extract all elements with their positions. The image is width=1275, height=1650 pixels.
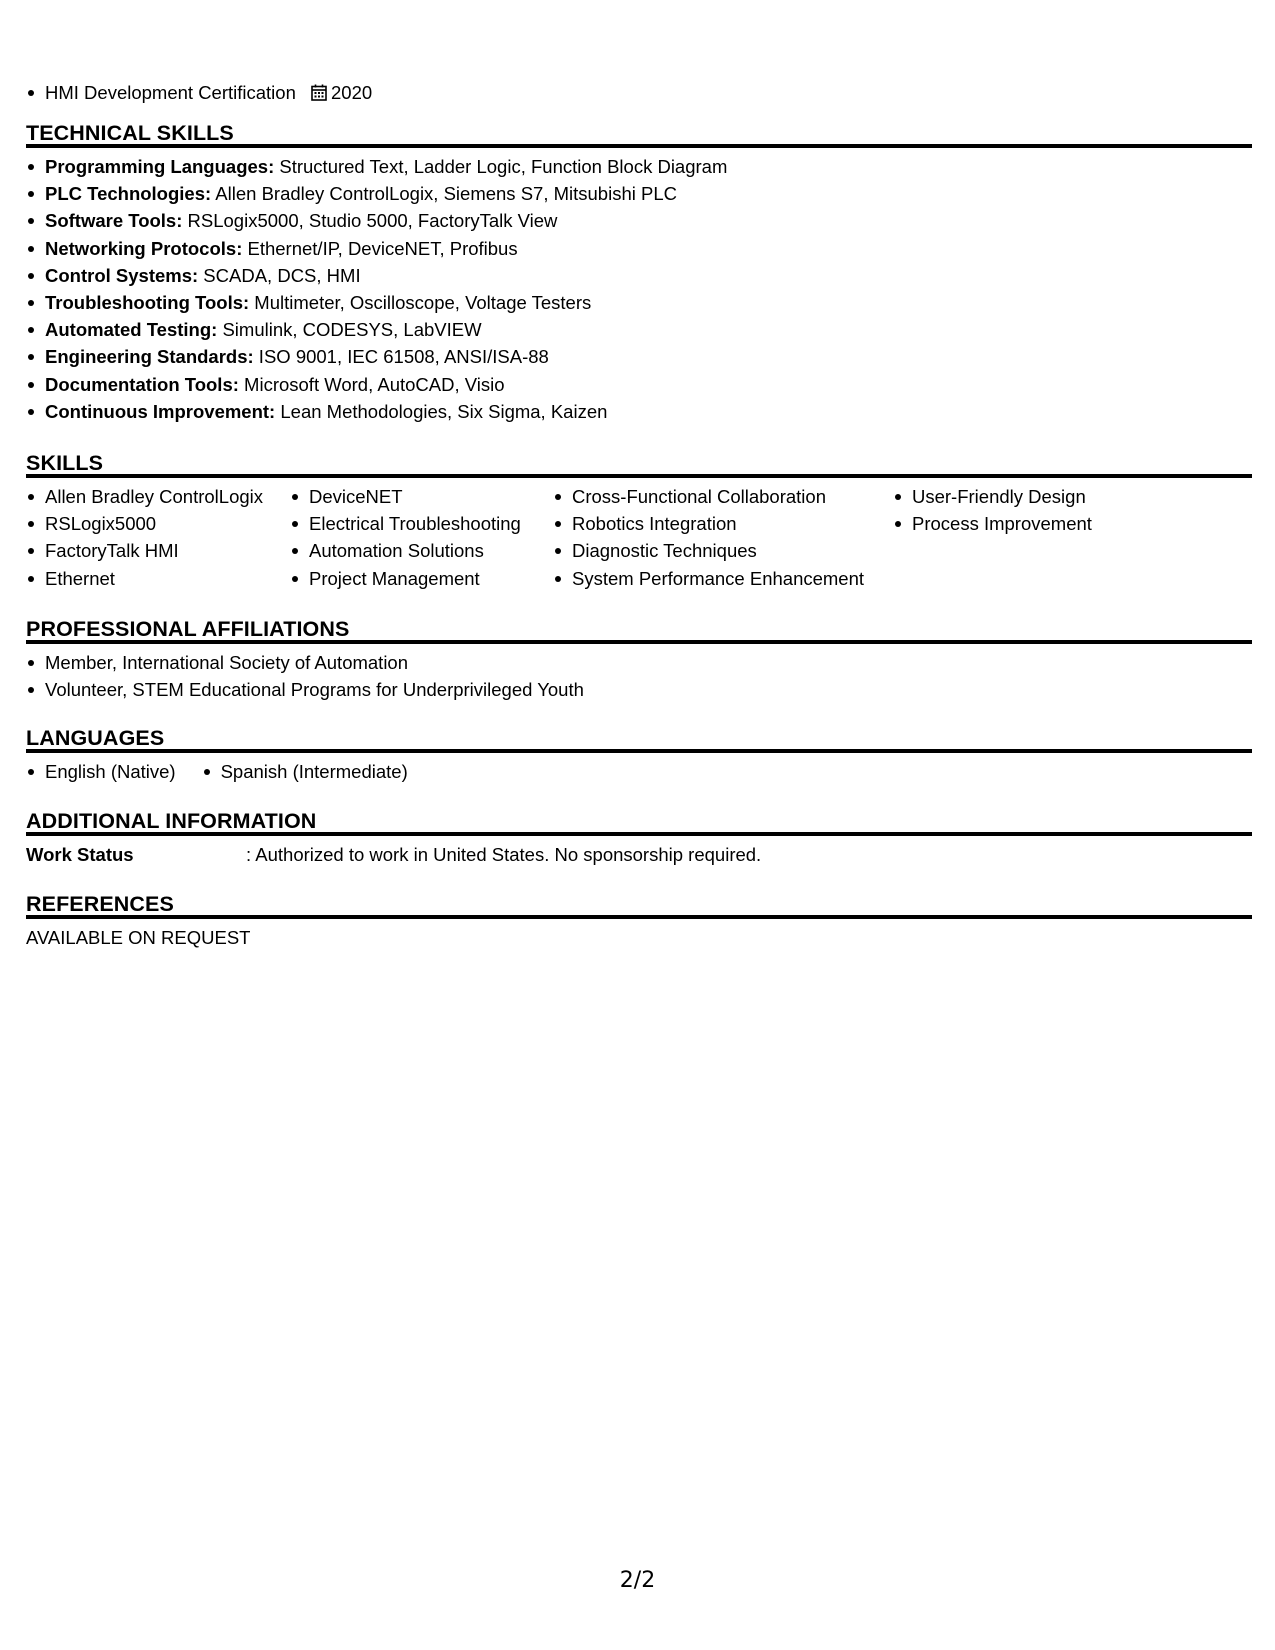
skill-category-label: Troubleshooting Tools: <box>45 291 250 313</box>
skill-category-label: Documentation Tools: <box>45 373 239 395</box>
list-item: Volunteer, STEM Educational Programs for Underprivileged Youth <box>26 676 1252 703</box>
list-item <box>26 316 1252 343</box>
affiliations-list <box>26 649 1252 703</box>
list-item <box>26 398 1252 425</box>
skills-column-1 <box>26 483 263 592</box>
skill-category-label: Engineering Standards: <box>45 346 254 368</box>
list-item: Spanish (Intermediate) <box>202 758 408 785</box>
references-text: AVAILABLE ON REQUEST <box>26 927 251 948</box>
skill-category-value: Allen Bradley ControlLogix, Siemens S7, Mitsubishi PLC <box>211 183 677 205</box>
skill-category-value: Microsoft Word, AutoCAD, Visio <box>238 373 505 395</box>
additional-information-section <box>26 806 1252 868</box>
section-heading-skills: SKILLS <box>26 448 1252 478</box>
list-item: Allen Bradley ControlLogix <box>26 483 263 510</box>
skill-category-value: Ethernet/IP, DeviceNET, Profibus <box>242 237 518 259</box>
skills-column-4 <box>893 483 1092 537</box>
list-item: Process Improvement <box>893 510 1092 537</box>
list-item <box>26 289 1252 316</box>
list-item: Electrical Troubleshooting <box>290 510 521 537</box>
list-item: Diagnostic Techniques <box>553 537 864 564</box>
references-section <box>26 889 1252 951</box>
section-heading-references: REFERENCES <box>26 889 1252 919</box>
list-item: System Performance Enhancement <box>553 565 864 592</box>
work-status-value: : Authorized to work in United States. No sponsorship required. <box>246 844 762 865</box>
skill-category-value: Structured Text, Ladder Logic, Function Block Diagram <box>274 156 728 177</box>
professional-affiliations-section <box>26 614 1252 703</box>
skill-category-value: Multimeter, Oscilloscope, Voltage Testers <box>249 291 592 313</box>
section-heading-additional-information: ADDITIONAL INFORMATION <box>26 806 1252 836</box>
skills-section <box>26 448 1252 590</box>
skill-category-value: RSLogix5000, Studio 5000, FactoryTalk View <box>182 210 558 232</box>
list-item: Robotics Integration <box>553 510 864 537</box>
list-item: Cross-Functional Collaboration <box>553 483 864 510</box>
list-item: Automation Solutions <box>290 537 521 564</box>
list-item <box>26 343 1252 370</box>
certification-item <box>26 79 372 106</box>
section-heading-languages: LANGUAGES <box>26 723 1252 753</box>
languages-list <box>26 758 1252 785</box>
list-item: DeviceNET <box>290 483 521 510</box>
skill-category-value: Lean Methodologies, Six Sigma, Kaizen <box>275 400 608 422</box>
technical-skills-list <box>26 153 1252 425</box>
section-heading-professional-affiliations: PROFESSIONAL AFFILIATIONS <box>26 614 1252 644</box>
technical-skills-section <box>26 118 1252 425</box>
skills-column-2 <box>290 483 521 592</box>
languages-section <box>26 723 1252 785</box>
skill-category-value: SCADA, DCS, HMI <box>198 264 361 286</box>
list-item <box>26 153 1252 180</box>
list-item <box>26 235 1252 262</box>
list-item: Project Management <box>290 565 521 592</box>
section-heading-technical-skills: TECHNICAL SKILLS <box>26 118 1252 148</box>
skill-category-label: Programming Languages: <box>45 156 275 177</box>
list-item: FactoryTalk HMI <box>26 537 263 564</box>
list-item <box>26 207 1252 234</box>
certification-year: 2020 <box>331 82 373 103</box>
skill-category-label: Software Tools: <box>45 210 183 232</box>
skill-category-label: Automated Testing: <box>45 319 218 341</box>
skills-column-3 <box>553 483 864 592</box>
skill-category-value: ISO 9001, IEC 61508, ANSI/ISA-88 <box>253 346 549 368</box>
work-status-label: Work Status <box>26 844 134 865</box>
work-status-row <box>26 841 1252 868</box>
skill-category-label: Continuous Improvement: <box>45 400 276 422</box>
skills-grid <box>26 478 1252 590</box>
list-item: English (Native) <box>26 758 176 785</box>
list-item <box>26 180 1252 207</box>
list-item: User-Friendly Design <box>893 483 1092 510</box>
list-item: RSLogix5000 <box>26 510 263 537</box>
skill-category-label: PLC Technologies: <box>45 183 212 205</box>
calendar-icon <box>311 84 327 101</box>
certification-name: HMI Development Certification <box>45 82 296 103</box>
list-item: Ethernet <box>26 565 263 592</box>
list-item: Member, International Society of Automation <box>26 649 1252 676</box>
skill-category-value: Simulink, CODESYS, LabVIEW <box>217 319 482 341</box>
skill-category-label: Control Systems: <box>45 264 199 286</box>
certification-list <box>26 79 372 106</box>
list-item <box>26 262 1252 289</box>
skill-category-label: Networking Protocols: <box>45 237 243 259</box>
page-number: 2/2 <box>619 1568 656 1593</box>
list-item <box>26 371 1252 398</box>
